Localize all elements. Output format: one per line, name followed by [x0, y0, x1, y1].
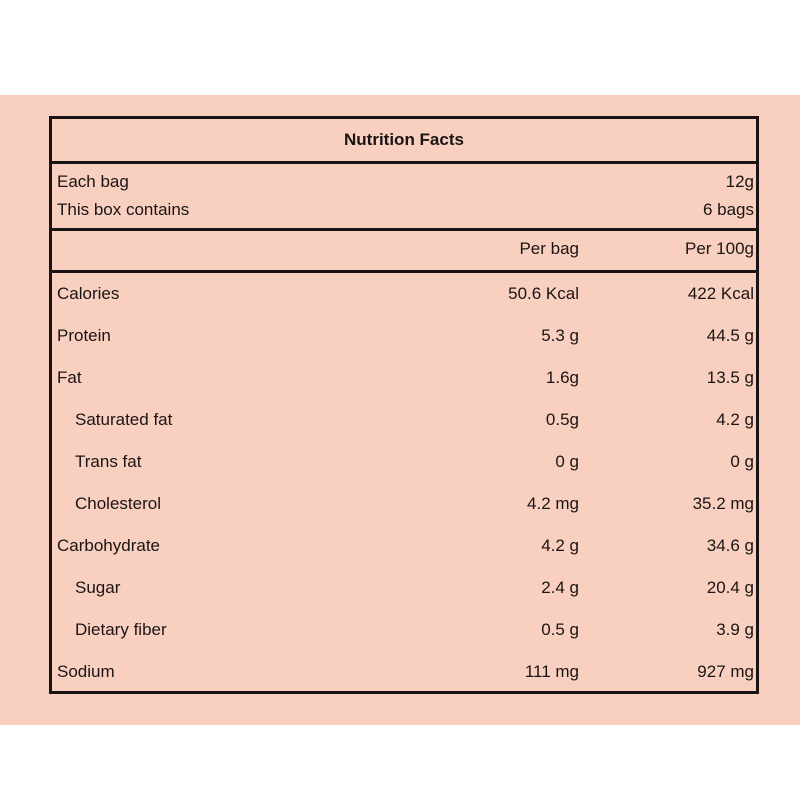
column-header-per-bag: Per bag [519, 239, 579, 258]
nutrient-per-bag: 4.2 mg [527, 494, 579, 513]
nutrient-label: Protein [57, 326, 111, 345]
nutrient-per-bag: 5.3 g [541, 326, 579, 345]
each-bag-label: Each bag [57, 172, 129, 191]
nutrient-per-100g: 34.6 g [706, 536, 754, 555]
nutrient-per-100g: 0 g [730, 452, 754, 471]
column-header-per-100g: Per 100g [685, 239, 754, 258]
box-contains-value: 6 bags [702, 200, 754, 219]
nutrient-label: Calories [57, 284, 120, 303]
nutrient-label: Trans fat [75, 452, 142, 471]
nutrient-label: Dietary fiber [75, 620, 167, 639]
nutrient-label: Sodium [57, 662, 115, 681]
nutrient-label: Fat [57, 368, 82, 387]
nutrient-per-100g: 4.2 g [716, 410, 754, 429]
nutrient-per-100g: 927 mg [697, 662, 754, 681]
nutrient-per-bag: 4.2 g [541, 536, 579, 555]
nutrient-per-bag: 0.5g [545, 410, 579, 429]
box-contains-label: This box contains [57, 200, 190, 219]
nutrient-per-100g: 35.2 mg [692, 494, 754, 513]
nutrient-label: Saturated fat [75, 410, 173, 429]
nutrition-facts-panel [49, 116, 759, 694]
each-bag-value: 12g [725, 172, 754, 191]
nutrient-per-100g: 422 Kcal [687, 284, 754, 303]
nutrient-label: Cholesterol [75, 494, 161, 513]
nutrient-per-bag: 2.4 g [541, 578, 579, 597]
divider [52, 270, 756, 273]
nutrient-per-bag: 0 g [555, 452, 579, 471]
panel-title: Nutrition Facts [344, 130, 464, 149]
nutrient-label: Sugar [75, 578, 121, 597]
nutrient-per-bag: 1.6g [545, 368, 579, 387]
nutrient-per-100g: 13.5 g [706, 368, 754, 387]
nutrient-per-bag: 111 mg [524, 662, 579, 681]
divider [52, 228, 756, 231]
nutrient-per-100g: 20.4 g [706, 578, 754, 597]
divider [52, 161, 756, 164]
nutrient-per-bag: 50.6 Kcal [508, 284, 579, 303]
nutrient-per-100g: 44.5 g [706, 326, 754, 345]
nutrient-per-bag: 0.5 g [541, 620, 579, 639]
nutrient-per-100g: 3.9 g [716, 620, 754, 639]
nutrient-label: Carbohydrate [57, 536, 161, 555]
